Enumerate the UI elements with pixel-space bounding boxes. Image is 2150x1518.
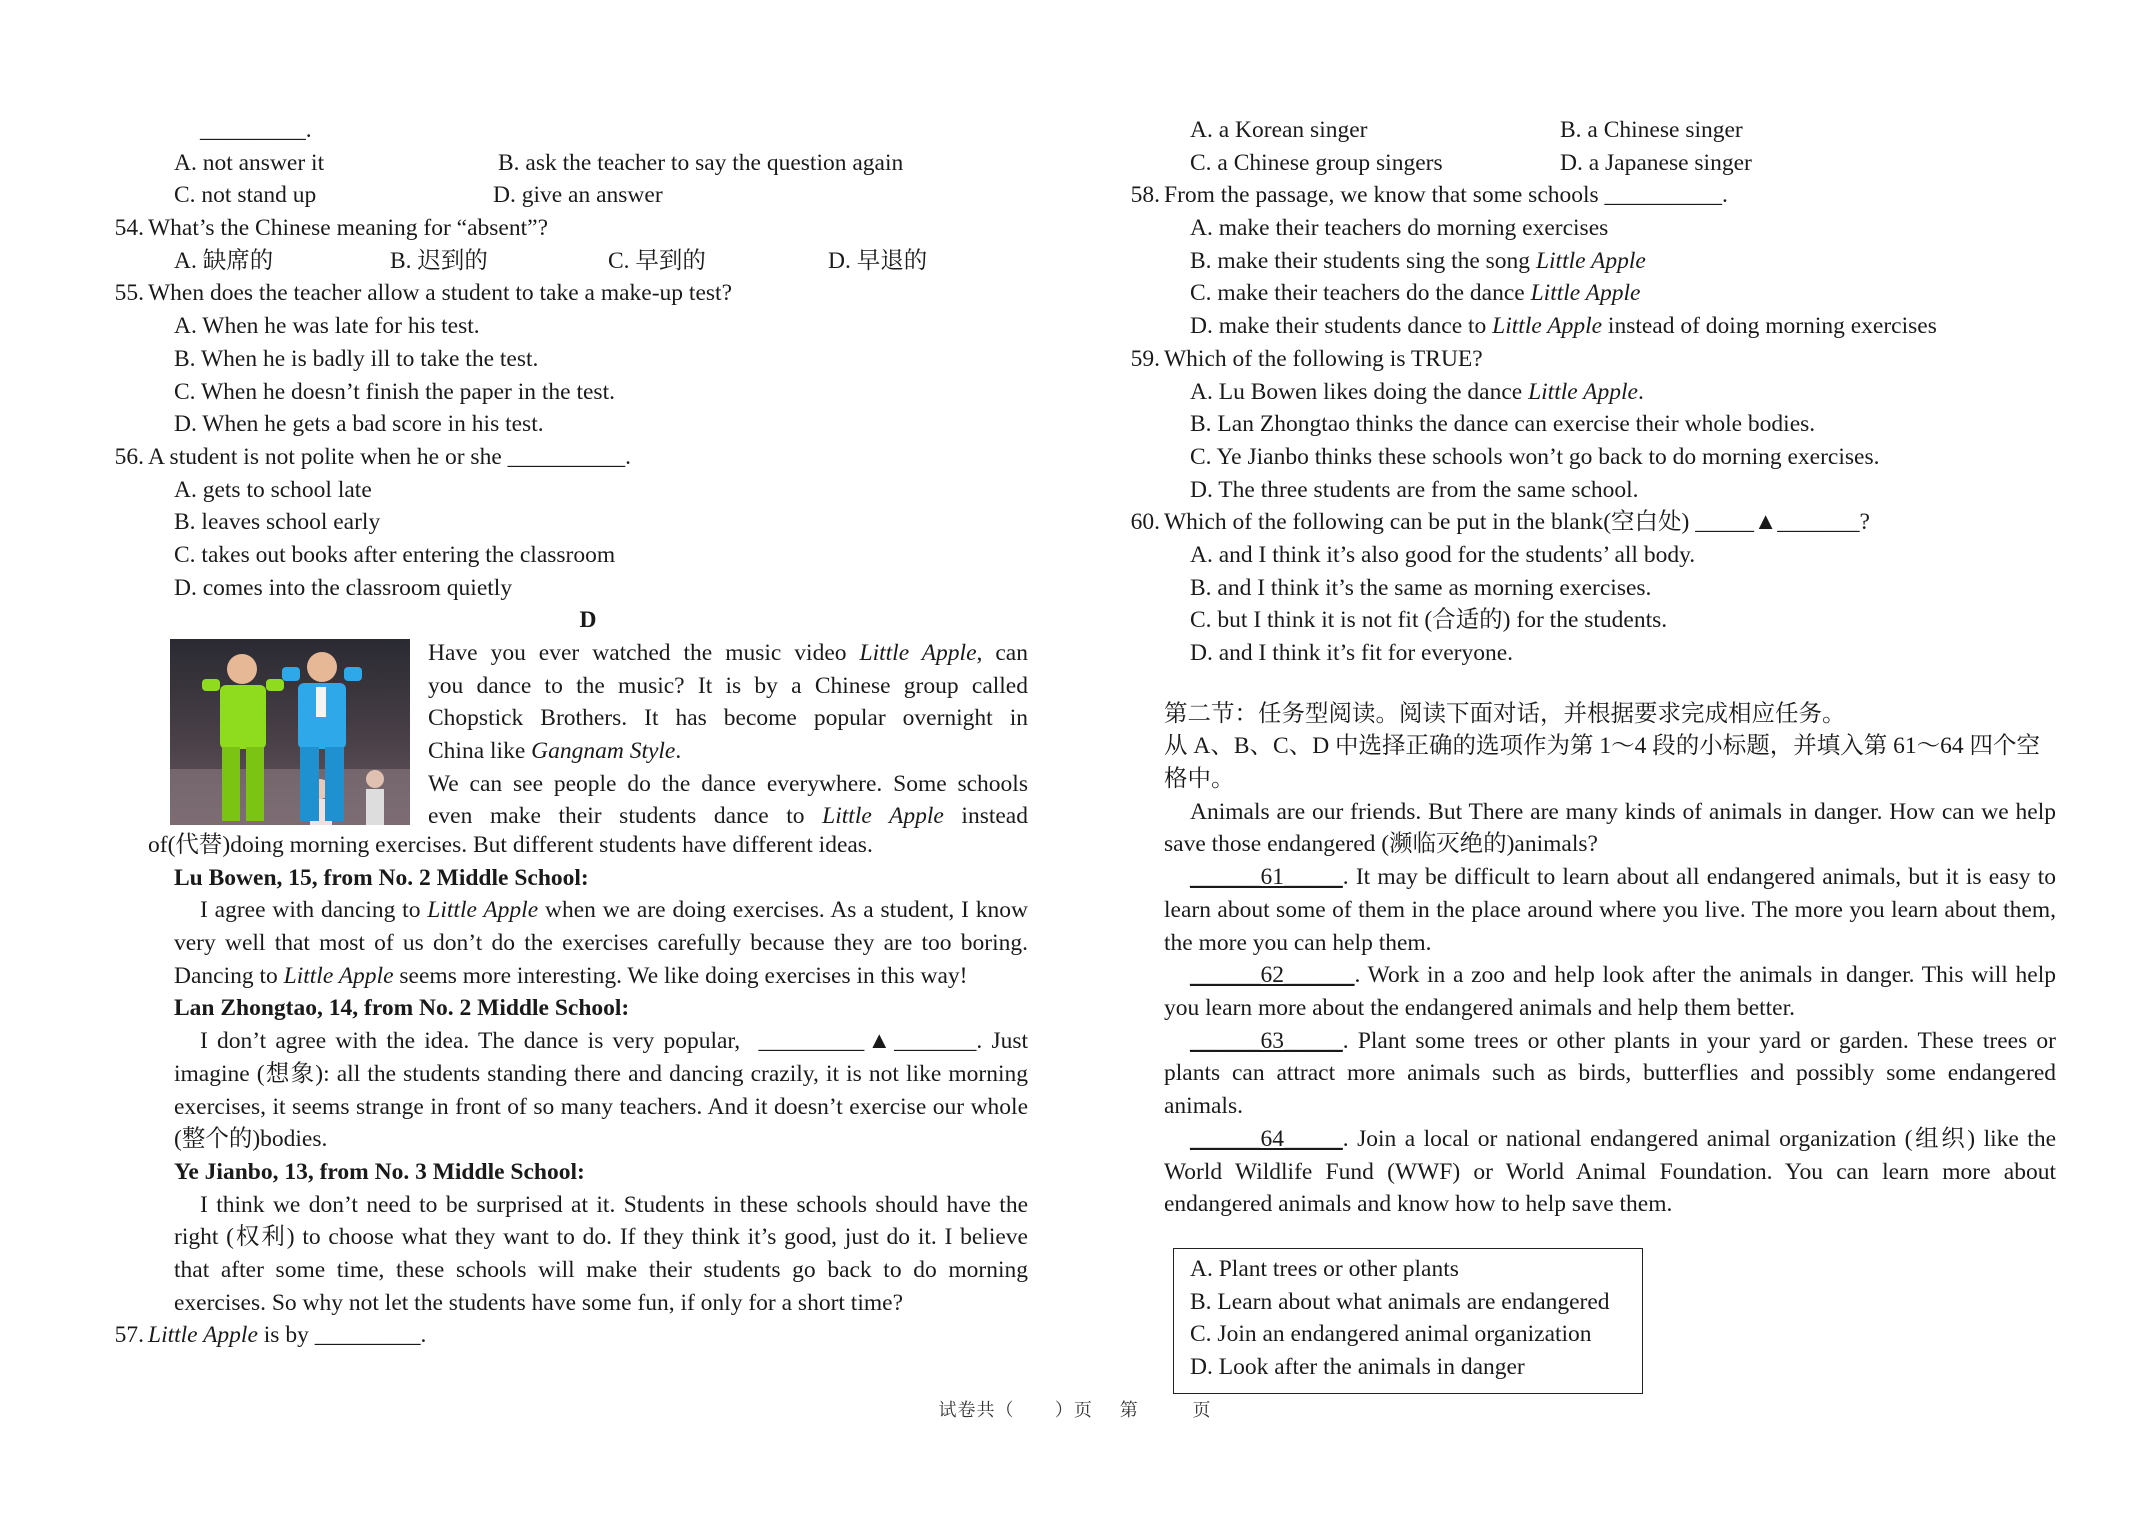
speaker2-text: . Just imagine (想象): all the students standing there and dancing crazily, it is not like morning exercises, it seems strange in front of so many teachers. And it doesn’t exercise our whole (整个的)bodies.: [174, 1028, 1029, 1153]
q58-option-d: [1164, 310, 2056, 343]
passage-intro-tail: of(代替)doing morning exercises. But different students have different ideas.: [148, 832, 873, 858]
option-text: C. Ye Jianbo thinks these schools won’t go back to do morning exercises.: [1190, 443, 1880, 470]
q57-title: Little Apple: [148, 1322, 258, 1349]
q55-number: 55.: [114, 280, 144, 307]
q55-option-a: A. When he was late for his test.: [174, 313, 480, 340]
q59-option-a: [1164, 376, 2056, 409]
option-text: .: [1637, 378, 1644, 405]
option-text: B. Lan Zhongtao thinks the dance can exercise their whole bodies.: [1190, 411, 1816, 438]
passage-intro-block: [148, 637, 1028, 833]
q57-option-d: D. a Japanese singer: [1560, 149, 1752, 176]
intro-line: [428, 637, 1028, 670]
q59-number: 59.: [1130, 345, 1160, 372]
paragraph-61-text: . It may be difficult to learn about all endangered animals, but it is easy to learn about some of them in the place around where you live. The more you learn about them, the more you can help them.: [1164, 864, 2056, 956]
q57-options-row1: [1164, 114, 2056, 147]
speaker1-body: [148, 894, 1028, 992]
blank-62: ______62______: [1190, 962, 1355, 989]
passage-intro-text: [428, 637, 1028, 833]
option-title: Little Apple: [1530, 280, 1641, 307]
q54-option-c: C. 早到的: [608, 247, 706, 274]
q53-option-d: D. give an answer: [493, 182, 663, 209]
intro-line: [428, 768, 1028, 801]
intro-text: instead: [943, 803, 1028, 830]
q53-option-c: C. not stand up: [174, 182, 317, 209]
speaker1-text: when we are doing exercises. As a student, I know very well that most of us don’t do the exercises carefully because they are too boring. Dancing to: [174, 897, 1028, 989]
option-title: Little Apple: [1535, 247, 1646, 274]
q54-stem: [114, 212, 1028, 245]
q54-option-b: B. 迟到的: [390, 247, 488, 274]
q54-text: What’s the Chinese meaning for “absent”?: [148, 215, 549, 242]
intro-text: .: [675, 738, 682, 765]
q55-option-d: D. When he gets a bad score in his test.: [174, 411, 544, 438]
speaker1-em: Little Apple: [283, 962, 394, 989]
q60-option-c: C. but I think it is not fit (合适的) for the students.: [1190, 607, 1668, 634]
intro-text: Have you ever watched the music video: [428, 640, 860, 666]
speaker3-body: I think we don’t need to be surprised at it. Students in these schools should have the right (权利) to choose what they want to do. If they think it’s good, just do it. I believe that after some time, these schools will make their students go back to do morning exercises. So why not let the students have some fun, if only for a short time?: [174, 1191, 1028, 1316]
q54-option-d: D. 早退的: [828, 247, 928, 274]
left-column: [114, 114, 1029, 1352]
answer-option-b: B. Learn about what animals are endangered: [1190, 1288, 1610, 1315]
q57-options-row2: [1164, 147, 2056, 180]
speaker1-em: Little Apple: [427, 897, 539, 924]
q57-number: 57.: [114, 1322, 144, 1349]
q59-stem: [1130, 343, 2056, 376]
chopstick-brothers-photo: [170, 639, 410, 825]
intro-line: [428, 800, 1028, 833]
q56-number: 56.: [114, 443, 144, 470]
paragraph-64-text: . Join a local or national endangered animal organization (组织) like the World Wildlife Fund (WWF) or World Animal Foundation. You can learn more about endangered animals and know how to help save them.: [1164, 1125, 2056, 1218]
q53-options-row1: [148, 147, 1028, 180]
speaker2-body: [148, 1025, 1028, 1156]
answer-option-a: A. Plant trees or other plants: [1190, 1256, 1459, 1282]
q58-stem: [1130, 179, 2056, 212]
q56-stem: [114, 441, 1028, 474]
q58-option-c: [1164, 277, 2056, 310]
q59-option-c: [1164, 441, 2056, 474]
speaker2-text: I don’t agree with the idea. The dance is very popular,: [200, 1028, 741, 1055]
blank-64: ______64_____: [1190, 1125, 1343, 1152]
intro-line: [428, 702, 1028, 735]
paragraph-63-text: . Plant some trees or other plants in your yard or garden. These trees or plants can attract more animals such as birds, butterflies and possibly some endangered animals.: [1164, 1027, 2056, 1120]
option-text: B. make their students sing the song: [1190, 247, 1536, 274]
page-footer: 试卷共（ ）页 第 页: [938, 1400, 1212, 1421]
q59-option-d: [1164, 474, 2056, 507]
right-column: [1130, 114, 2056, 1221]
q58-option-a: [1164, 212, 2056, 245]
task-paragraph-64: [1164, 1123, 2056, 1221]
option-text: D. make their students dance to: [1190, 313, 1493, 340]
option-text: D. The three students are from the same school.: [1190, 476, 1639, 503]
speaker2-heading: Lan Zhongtao, 14, from No. 2 Middle School:: [174, 995, 630, 1022]
q58-option-b: [1164, 245, 2056, 278]
option-text: A. Lu Bowen likes doing the dance: [1190, 378, 1529, 405]
blank-63: ______63_____: [1190, 1027, 1343, 1054]
q56-option-d: D. comes into the classroom quietly: [174, 574, 513, 601]
task-intro: Animals are our friends. But There are many kinds of animals in danger. How can we help save those endangered (濒临灭绝的)animals?: [1164, 798, 2056, 858]
q59-option-b: [1164, 408, 2056, 441]
q54-option-a: A. 缺席的: [174, 247, 274, 274]
option-title: Little Apple: [1492, 313, 1603, 340]
q56-text: A student is not polite when he or she __________.: [148, 443, 632, 470]
spacer: [1164, 670, 2056, 698]
q55-option-c: C. When he doesn’t finish the paper in the test.: [174, 378, 615, 405]
q58-number: 58.: [1130, 182, 1160, 209]
intro-text: you dance to the music? It is by a Chinese group called: [428, 672, 1028, 699]
q59-text: Which of the following is TRUE?: [1164, 345, 1483, 372]
speaker1-paragraph: [148, 894, 1028, 992]
blank-61: ______61_____: [1190, 864, 1343, 891]
q57-option-b: B. a Chinese singer: [1560, 117, 1743, 143]
q57-option-c: C. a Chinese group singers: [1190, 149, 1443, 176]
option-text: A. make their teachers do morning exercises: [1190, 215, 1609, 242]
intro-line: [428, 735, 1028, 768]
speaker2-paragraph: [148, 1025, 1028, 1156]
intro-text: even make their students dance to: [428, 803, 823, 830]
q56-option-a: A. gets to school late: [174, 476, 372, 503]
speaker2-blank: _________▲_______: [758, 1028, 977, 1055]
q57-option-a: A. a Korean singer: [1190, 117, 1368, 143]
q53-options-row2: [148, 179, 1028, 212]
speaker1-text: seems more interesting. We like doing exercises in this way!: [393, 962, 968, 989]
answer-option-c: C. Join an endangered animal organization: [1190, 1321, 1592, 1347]
answer-options-box: [1173, 1248, 1643, 1394]
intro-line: [428, 670, 1028, 703]
q55-stem: [114, 277, 1028, 310]
q54-options: [148, 245, 1028, 278]
q57-stem: [114, 1319, 1028, 1352]
section2-instruction: 从 A、B、C、D 中选择正确的选项作为第 1～4 段的小标题，并填入第 61～64 四个空格中。: [1164, 733, 2041, 793]
q54-number: 54.: [114, 215, 144, 242]
q55-option-b: B. When he is badly ill to take the test.: [174, 345, 539, 372]
q56-option-c: C. takes out books after entering the classroom: [174, 541, 616, 568]
speaker3-paragraph: [148, 1189, 1028, 1320]
speaker1-heading: Lu Bowen, 15, from No. 2 Middle School:: [174, 864, 589, 891]
q55-text: When does the teacher allow a student to take a make-up test?: [148, 280, 733, 307]
intro-text: Chopstick Brothers. It has become popular overnight in: [428, 705, 1028, 732]
q53-tail-blank: _________.: [200, 117, 312, 143]
q60-stem: [1130, 506, 2056, 539]
q56-option-b: B. leaves school early: [174, 509, 381, 536]
q60-option-b: B. and I think it’s the same as morning exercises.: [1190, 574, 1652, 601]
speaker1-text: I agree with dancing to: [200, 897, 428, 924]
q57-text: is by _________.: [257, 1322, 427, 1349]
intro-title: Little Apple: [822, 803, 944, 830]
option-text: C. make their teachers do the dance: [1190, 280, 1531, 307]
q58-text: From the passage, we know that some schools __________.: [1164, 182, 1728, 209]
answer-option-d: D. Look after the animals in danger: [1190, 1353, 1525, 1380]
section2-title: 第二节：任务型阅读。阅读下面对话，并根据要求完成相应任务。: [1164, 700, 1846, 727]
q60-number: 60.: [1130, 509, 1160, 536]
q60-option-d: D. and I think it’s fit for everyone.: [1190, 640, 1514, 666]
task-paragraph-61: [1164, 861, 2056, 959]
q60-option-a: A. and I think it’s also good for the students’ all body.: [1190, 541, 1696, 568]
intro-text: , can: [976, 640, 1028, 666]
q53-option-a: A. not answer it: [174, 149, 325, 176]
q60-text: Which of the following can be put in the blank(空白处) _____▲_______?: [1164, 509, 1870, 536]
section-d-title: D: [579, 607, 597, 634]
task-paragraph-63: [1164, 1025, 2056, 1123]
intro-title: Little Apple: [859, 640, 977, 666]
intro-text: We can see people do the dance everywhere. Some schools: [428, 770, 1028, 797]
option-text: instead of doing morning exercises: [1602, 313, 1937, 340]
option-title: Little Apple: [1528, 378, 1638, 405]
intro-title: Gangnam Style: [531, 738, 676, 765]
intro-text: China like: [428, 738, 532, 765]
q53-option-b: B. ask the teacher to say the question again: [498, 149, 904, 176]
task-paragraph-62: [1164, 959, 2056, 1024]
paragraph-62-text: . Work in a zoo and help look after the animals in danger. This will help you learn more about the endangered animals and help them better.: [1164, 962, 2056, 1021]
speaker3-heading: Ye Jianbo, 13, from No. 3 Middle School:: [174, 1158, 585, 1185]
